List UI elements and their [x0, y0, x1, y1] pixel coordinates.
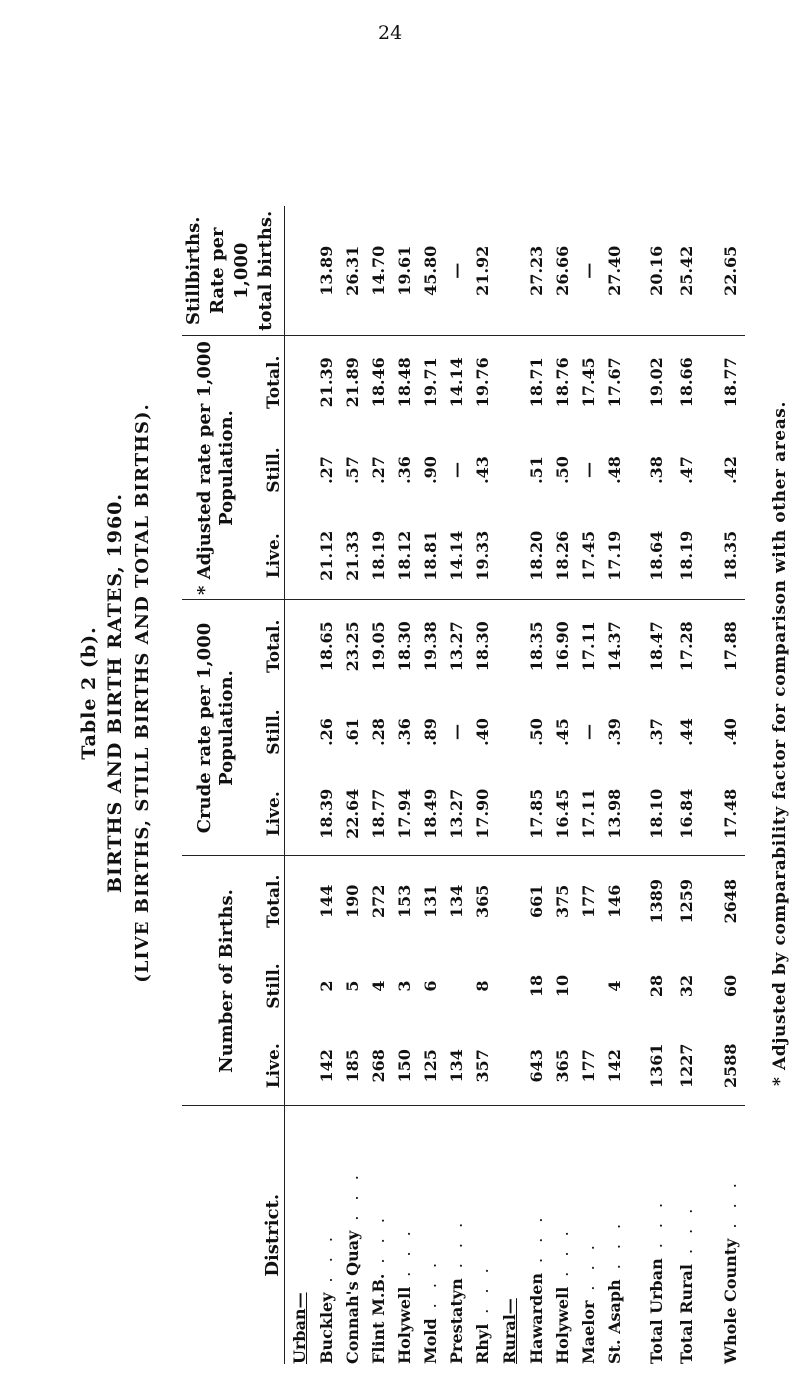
cell-a-live: 18.19 [368, 530, 388, 581]
stillbirths-header-line1: Stillbirths. [183, 216, 204, 326]
district-cell [671, 1106, 701, 1364]
cell-live: 268 [368, 1049, 388, 1083]
cell-total: 190 [339, 856, 365, 946]
cell-a-total: 19.02 [641, 336, 671, 428]
cell-live: 177 [578, 1049, 598, 1083]
leader-dots: . . . [552, 1226, 572, 1277]
cell-c-live: 13.98 [604, 788, 624, 839]
cell-c-still: .28 [368, 718, 388, 746]
district-name: Total Urban [646, 1258, 666, 1364]
leader-dots: . . . [420, 1257, 440, 1309]
district-cell [575, 1106, 601, 1364]
col-adjusted-live: Live. [238, 512, 285, 600]
cell-c-total: 14.37 [601, 600, 627, 692]
district-header: District. [182, 1106, 285, 1364]
cell-still: 6 [420, 980, 440, 992]
cell-still [443, 946, 469, 1026]
district-cell [365, 1106, 391, 1364]
rural-row [601, 206, 627, 1364]
births-table [182, 206, 745, 1364]
cell-a-total: 18.76 [549, 336, 575, 428]
district-name: Maelor [578, 1300, 598, 1364]
leader-dots: . . . [720, 1178, 740, 1229]
cell-live: 1227 [676, 1043, 696, 1089]
district-cell [391, 1106, 417, 1364]
cell-still: 5 [342, 980, 362, 992]
page-number: 24 [378, 22, 403, 44]
district-name: Buckley [316, 1292, 336, 1364]
stillbirths-header [182, 206, 285, 336]
cell-c-live: 17.90 [472, 788, 492, 839]
cell-sb: — [446, 262, 466, 279]
table-heading: BIRTHS AND BIRTH RATES, 1960. [104, 492, 126, 894]
cell-total: 177 [575, 856, 601, 946]
cell-total: 375 [549, 856, 575, 946]
cell-c-live: 13.27 [446, 788, 466, 839]
cell-c-total: 23.25 [339, 600, 365, 692]
cell-c-total: 18.65 [313, 600, 339, 692]
cell-live: 134 [446, 1049, 466, 1083]
cell-c-still: .39 [604, 718, 624, 746]
col-total-births: Total. [238, 856, 285, 946]
cell-c-live: 17.48 [720, 788, 740, 839]
cell-sb: 20.16 [646, 245, 666, 296]
urban-section-header [285, 206, 314, 1364]
cell-live: 365 [552, 1049, 572, 1083]
rural-row [549, 206, 575, 1364]
cell-c-still: .89 [420, 718, 440, 746]
leader-dots: . . . [368, 1213, 388, 1264]
col-adjusted-still: Still. [238, 428, 285, 512]
urban-section-label: Urban— [285, 1106, 314, 1364]
cell-a-live: 18.81 [420, 530, 440, 581]
district-cell [601, 1106, 627, 1364]
stillbirths-header-line2: Rate per 1,000 [207, 227, 252, 315]
cell-sb: 21.92 [472, 245, 492, 296]
cell-c-total: 18.47 [641, 600, 671, 692]
cell-total: 661 [523, 856, 549, 946]
rural-section-header [495, 206, 523, 1364]
cell-c-still: .26 [316, 718, 336, 746]
cell-c-total: 13.27 [443, 600, 469, 692]
cell-c-still: .44 [676, 718, 696, 746]
urban-row [391, 206, 417, 1364]
cell-a-still: .38 [646, 456, 666, 484]
cell-c-live: 22.64 [342, 788, 362, 839]
cell-sb: 26.31 [342, 245, 362, 296]
district-cell [443, 1106, 469, 1364]
cell-a-still: .27 [368, 456, 388, 484]
cell-a-still: .36 [394, 456, 414, 484]
cell-total: 1259 [671, 856, 701, 946]
cell-sb: 13.89 [316, 245, 336, 296]
cell-a-total: 14.14 [443, 336, 469, 428]
cell-c-total: 19.05 [365, 600, 391, 692]
cell-c-total: 18.30 [391, 600, 417, 692]
district-name: Prestatyn [446, 1278, 466, 1364]
leader-dots: . . . [394, 1226, 414, 1277]
cell-a-still: .43 [472, 456, 492, 484]
cell-c-total: 18.30 [469, 600, 495, 692]
cell-total: 2648 [715, 856, 745, 946]
cell-a-total: 18.71 [523, 336, 549, 428]
cell-a-total: 18.77 [715, 336, 745, 428]
district-cell [417, 1106, 443, 1364]
district-cell [339, 1106, 365, 1364]
cell-live: 142 [604, 1049, 624, 1083]
cell-total: 146 [601, 856, 627, 946]
leader-dots: . . . [526, 1212, 546, 1263]
urban-row [443, 206, 469, 1364]
cell-sb: 19.61 [394, 245, 414, 296]
cell-a-still: — [578, 462, 598, 478]
cell-a-total: 21.89 [339, 336, 365, 428]
cell-a-total: 19.71 [417, 336, 443, 428]
urban-row [417, 206, 443, 1364]
district-name: Connah's Quay [342, 1230, 362, 1364]
cell-still: 18 [526, 974, 546, 998]
rural-row [575, 206, 601, 1364]
cell-still: 3 [394, 980, 414, 992]
district-name: St. Asaph [604, 1279, 624, 1364]
cell-sb: 27.23 [526, 245, 546, 296]
cell-c-live: 18.77 [368, 788, 388, 839]
spacer-row [701, 206, 715, 1364]
cell-c-still: .36 [394, 718, 414, 746]
cell-total: 153 [391, 856, 417, 946]
cell-c-still: .37 [646, 718, 666, 746]
crude-rate-header: Crude rate per 1,000 Population. [182, 600, 238, 856]
cell-total: 144 [313, 856, 339, 946]
cell-c-live: 18.39 [316, 788, 336, 839]
cell-c-still: .40 [720, 718, 740, 746]
cell-live: 357 [472, 1049, 492, 1083]
district-name: Whole County [720, 1238, 740, 1364]
district-name: Rhyl [472, 1323, 492, 1364]
district-name: Hawarden [526, 1272, 546, 1364]
cell-still: 2 [316, 980, 336, 992]
whole-county-row [715, 206, 745, 1364]
cell-a-total: 18.66 [671, 336, 701, 428]
cell-c-still: .40 [472, 718, 492, 746]
cell-a-live: 17.45 [578, 530, 598, 581]
district-cell [641, 1106, 671, 1364]
cell-c-still: — [446, 724, 466, 740]
cell-c-total: 17.11 [575, 600, 601, 692]
cell-a-still: .47 [676, 456, 696, 484]
urban-row [469, 206, 495, 1364]
cell-still: 4 [604, 980, 624, 992]
cell-sb: — [578, 262, 598, 279]
district-cell [313, 1106, 339, 1364]
district-cell [469, 1106, 495, 1364]
col-adjusted-total: Total. [238, 336, 285, 428]
cell-total: 131 [417, 856, 443, 946]
cell-a-still: .51 [526, 456, 546, 484]
cell-total: 1389 [641, 856, 671, 946]
cell-a-total: 17.67 [601, 336, 627, 428]
col-live-births: Live. [238, 1026, 285, 1106]
district-name: Total Rural [676, 1264, 696, 1364]
cell-sb: 22.65 [720, 245, 740, 296]
district-cell [715, 1106, 745, 1364]
cell-c-live: 18.10 [646, 788, 666, 839]
cell-a-live: 18.26 [552, 530, 572, 581]
leader-dots: . . . [604, 1218, 624, 1270]
cell-c-live: 17.85 [526, 788, 546, 839]
col-crude-still: Still. [238, 692, 285, 772]
cell-sb: 25.42 [676, 245, 696, 296]
leader-dots: . . . [446, 1217, 466, 1269]
cell-still: 28 [646, 974, 666, 998]
col-crude-total: Total. [238, 600, 285, 692]
cell-a-live: 18.19 [676, 530, 696, 581]
district-cell [523, 1106, 549, 1364]
leader-dots: . . . [316, 1232, 336, 1283]
cell-live: 185 [342, 1049, 362, 1083]
cell-total: 272 [365, 856, 391, 946]
cell-c-still: .50 [526, 718, 546, 746]
cell-sb: 26.66 [552, 245, 572, 296]
cell-a-total: 21.39 [313, 336, 339, 428]
cell-c-total: 17.28 [671, 600, 701, 692]
cell-still: 60 [720, 974, 740, 998]
stillbirths-header-line3: total births. [255, 210, 276, 331]
cell-live: 142 [316, 1049, 336, 1083]
leader-dots: . . . [472, 1263, 492, 1314]
cell-c-total: 18.35 [523, 600, 549, 692]
cell-a-live: 18.20 [526, 530, 546, 581]
district-name: Mold [420, 1318, 440, 1364]
cell-c-live: 17.11 [578, 788, 598, 839]
footnote: * Adjusted by comparability factor for comparison with other areas. [770, 401, 790, 1086]
cell-live: 125 [420, 1049, 440, 1083]
cell-live: 2588 [720, 1043, 740, 1089]
leader-dots: . . . [646, 1197, 666, 1249]
cell-a-still: .50 [552, 456, 572, 484]
cell-a-live: 21.33 [342, 530, 362, 581]
total-row [641, 206, 671, 1364]
cell-c-still: — [578, 724, 598, 740]
cell-c-live: 18.49 [420, 788, 440, 839]
cell-sb: 45.80 [420, 245, 440, 296]
cell-a-live: 18.12 [394, 530, 414, 581]
cell-c-still: .61 [342, 718, 362, 746]
cell-still: 32 [676, 974, 696, 998]
cell-a-live: 19.33 [472, 530, 492, 581]
cell-a-total: 18.48 [391, 336, 417, 428]
urban-row [313, 206, 339, 1364]
table-subheading: (LIVE BIRTHS, STILL BIRTHS AND TOTAL BIRTHS). [132, 403, 153, 983]
cell-sb: 14.70 [368, 245, 388, 296]
cell-a-still: .27 [316, 456, 336, 484]
cell-c-still: .45 [552, 718, 572, 746]
cell-still: 10 [552, 974, 572, 998]
cell-a-live: 17.19 [604, 530, 624, 581]
cell-a-still: .57 [342, 456, 362, 484]
cell-a-live: 18.35 [720, 530, 740, 581]
rural-section-label: Rural— [495, 1106, 523, 1364]
cell-c-live: 16.45 [552, 788, 572, 839]
district-name: Holywell [552, 1286, 572, 1364]
cell-sb: 27.40 [604, 245, 624, 296]
urban-row [365, 206, 391, 1364]
cell-live: 150 [394, 1049, 414, 1083]
col-crude-live: Live. [238, 772, 285, 856]
leader-dots: . . . [578, 1240, 598, 1291]
cell-c-live: 16.84 [676, 788, 696, 839]
leader-dots: . . . [342, 1170, 362, 1221]
cell-c-live: 17.94 [394, 788, 414, 839]
table-number: Table 2 (b). [78, 626, 100, 760]
cell-c-total: 16.90 [549, 600, 575, 692]
leader-dots: . . . [676, 1203, 696, 1255]
cell-a-still: .90 [420, 456, 440, 484]
col-still-births: Still. [238, 946, 285, 1026]
cell-c-total: 19.38 [417, 600, 443, 692]
spacer-row [627, 206, 641, 1364]
total-row [671, 206, 701, 1364]
cell-a-live: 14.14 [446, 530, 466, 581]
district-name: Flint M.B. [368, 1273, 388, 1364]
district-name: Holywell [394, 1286, 414, 1364]
cell-a-still: .48 [604, 456, 624, 484]
cell-a-live: 21.12 [316, 530, 336, 581]
cell-a-total: 18.46 [365, 336, 391, 428]
cell-still: 4 [368, 980, 388, 992]
cell-still: 8 [472, 980, 492, 992]
table-title [78, 0, 153, 1386]
urban-row [339, 206, 365, 1364]
cell-live: 643 [526, 1049, 546, 1083]
cell-a-total: 17.45 [575, 336, 601, 428]
number-of-births-header: Number of Births. [182, 856, 238, 1106]
cell-a-live: 18.64 [646, 530, 666, 581]
cell-c-total: 17.88 [715, 600, 745, 692]
cell-live: 1361 [646, 1043, 666, 1089]
district-cell [549, 1106, 575, 1364]
cell-total: 134 [443, 856, 469, 946]
cell-a-still: — [446, 462, 466, 478]
cell-still [575, 946, 601, 1026]
cell-a-still: .42 [720, 456, 740, 484]
rural-row [523, 206, 549, 1364]
adjusted-rate-header: * Adjusted rate per 1,000 Population. [182, 336, 238, 600]
cell-a-total: 19.76 [469, 336, 495, 428]
table-body [285, 206, 746, 1364]
cell-total: 365 [469, 856, 495, 946]
